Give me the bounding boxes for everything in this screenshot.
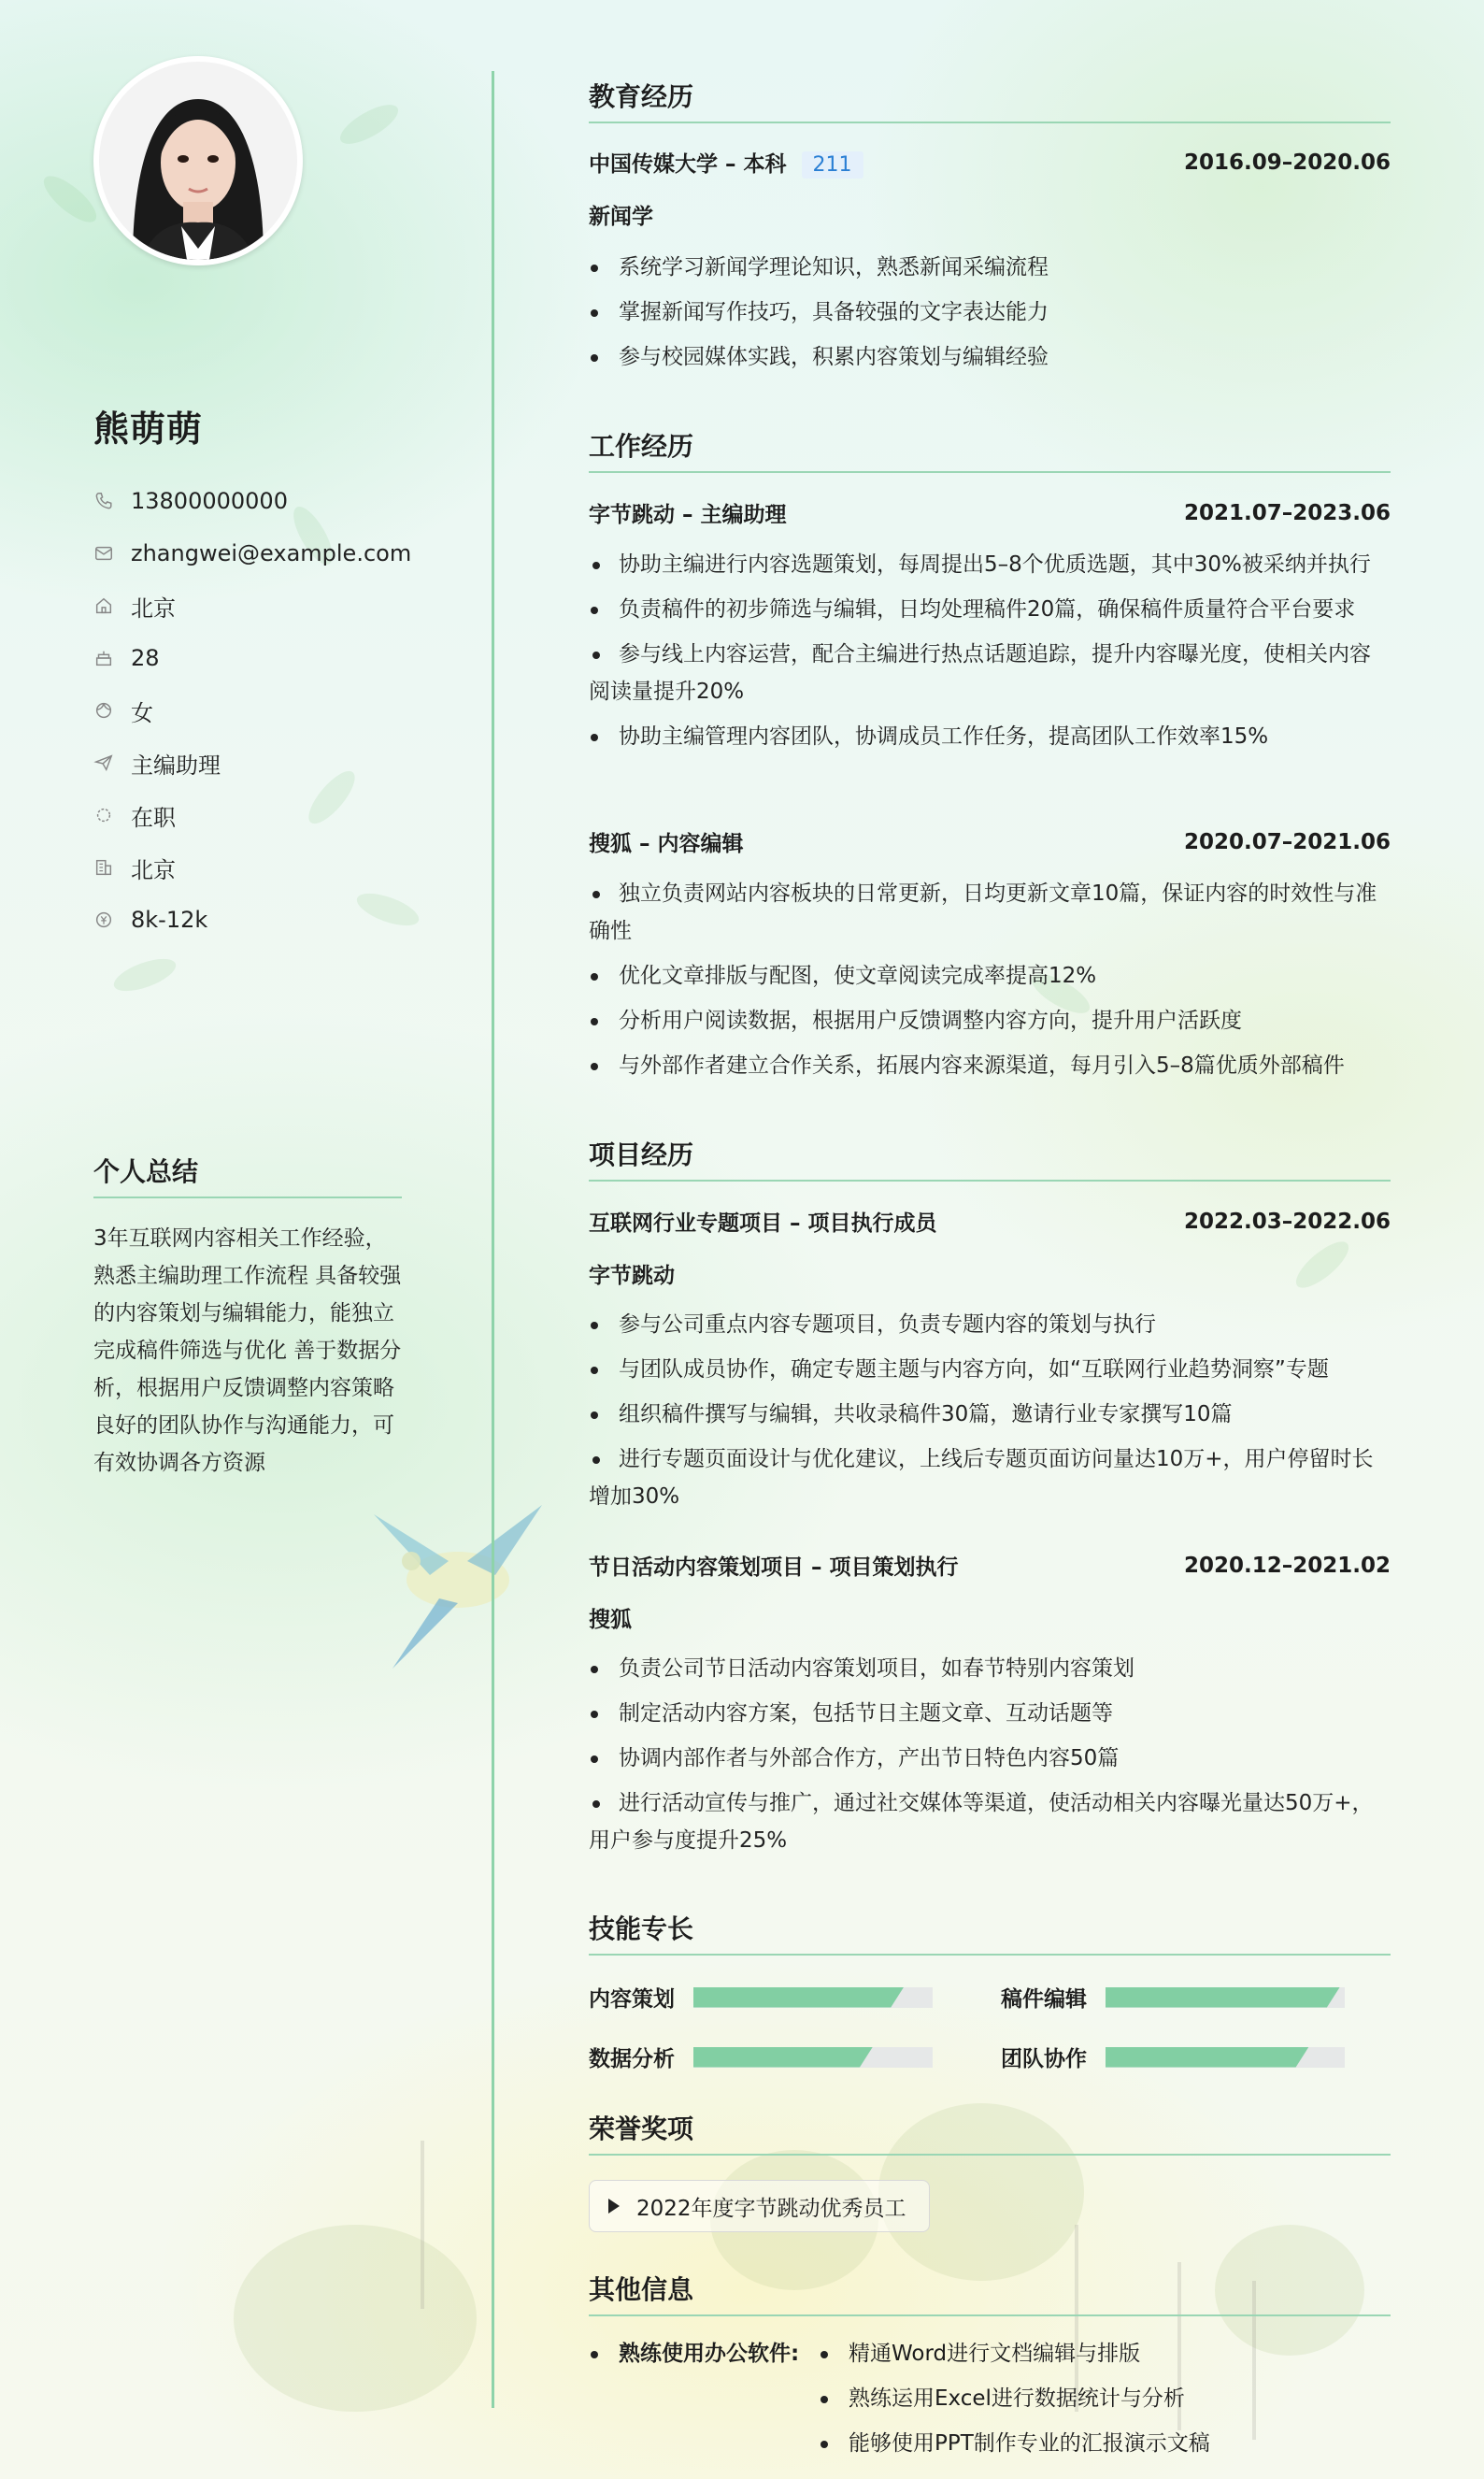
list-item: 参与公司重点内容专题项目，负责专题内容的策划与执行	[589, 1306, 1391, 1343]
age-text: 28	[131, 645, 160, 671]
email-address: zhangwei@example.com	[131, 540, 412, 566]
project-date: 2020.12–2021.02	[1183, 1553, 1391, 1578]
major-name: 新闻学	[589, 205, 653, 229]
list-item: 系统学习新闻学理论知识，熟悉新闻采编流程	[589, 249, 1391, 286]
list-item: 分析用户阅读数据，根据用户反馈调整内容方向，提升用户活跃度	[589, 1002, 1391, 1039]
info-email	[93, 527, 411, 580]
skill-item	[1001, 1982, 1345, 2013]
info-age	[93, 632, 411, 684]
skill-name: 内容策划	[589, 1987, 675, 2012]
info-phone	[93, 475, 411, 527]
cake-icon	[93, 648, 131, 668]
skill-name: 数据分析	[589, 2047, 675, 2071]
project-bullets	[589, 1306, 1391, 1523]
skill-bar	[693, 2047, 933, 2068]
candidate-name: 熊萌萌	[93, 408, 204, 450]
list-item: 负责稿件的初步筛选与编辑，日均处理稿件20篇，确保稿件质量符合平台要求	[589, 591, 1391, 628]
skill-bar	[693, 1987, 933, 2008]
info-status	[93, 789, 411, 841]
list-item: 独立负责网站内容板块的日常更新，日均更新文章10篇，保证内容的时效性与准确性	[589, 875, 1391, 950]
salary-text: 8k-12k	[131, 907, 208, 933]
list-item: 负责公司节日活动内容策划项目，如春节特别内容策划	[589, 1650, 1391, 1687]
work-title: 工作经历	[589, 426, 1391, 473]
status-text: 在职	[131, 804, 176, 831]
list-item: 掌握新闻写作技巧，具备较强的文字表达能力	[589, 294, 1391, 331]
school-badge: 211	[802, 151, 863, 179]
education-header	[589, 147, 1391, 179]
portrait-image	[99, 62, 297, 260]
job-date: 2021.07–2023.06	[1183, 500, 1391, 525]
skill-item	[589, 2042, 933, 2072]
summary-text: 3年互联网内容相关工作经验，熟悉主编助理工作流程 具备较强的内容策划与编辑能力，能独立完成稿件筛选与优化 善于数据分析，根据用户反馈调整内容策略 良好的团队协作与沟通能力，可有效协调各方资源	[93, 1226, 402, 1475]
skills-title: 技能专长	[589, 1909, 1391, 1956]
gender-icon	[93, 700, 131, 721]
building-icon	[93, 857, 131, 878]
info-location	[93, 580, 411, 632]
phone-icon	[93, 491, 131, 511]
job-header	[589, 826, 1391, 857]
project-company: 字节跳动	[589, 1264, 675, 1288]
city-text: 北京	[131, 856, 176, 883]
info-salary	[93, 894, 411, 946]
salary-icon	[93, 910, 131, 930]
skill-item	[589, 1982, 933, 2013]
info-position	[93, 737, 411, 789]
send-icon	[93, 752, 131, 773]
list-item: 协助主编管理内容团队，协调成员工作任务，提高团队工作效率15%	[589, 718, 1391, 755]
position-text: 主编助理	[131, 752, 221, 779]
skill-bar-fill	[693, 2047, 873, 2068]
info-gender	[93, 684, 411, 737]
contact-info-list	[93, 475, 411, 946]
divider-line	[492, 71, 494, 2408]
skill-bar-fill	[1106, 2047, 1309, 2068]
skill-name: 团队协作	[1001, 2047, 1087, 2071]
list-item: 能够使用PPT制作专业的汇报演示文稿	[819, 2425, 1210, 2462]
gender-text: 女	[131, 699, 153, 726]
skill-bar-fill	[1106, 1987, 1340, 2008]
project-heading: 节日活动内容策划项目 – 项目策划执行	[589, 1555, 959, 1580]
project-company: 搜狐	[589, 1608, 632, 1632]
honors-title: 荣誉奖项	[589, 2109, 1391, 2156]
summary-title: 个人总结	[93, 1152, 402, 1198]
project-date: 2022.03–2022.06	[1183, 1209, 1391, 1234]
job-heading: 字节跳动 – 主编助理	[589, 503, 787, 527]
other-title: 其他信息	[589, 2270, 1391, 2316]
skill-bar-fill	[693, 1987, 904, 2008]
list-item: 进行活动宣传与推广，通过社交媒体等渠道，使活动相关内容曝光量达50万+，用户参与度提升25%	[589, 1784, 1391, 1859]
other-key: 熟练使用办公软件:	[589, 2335, 799, 2372]
list-item: 参与校园媒体实践，积累内容策划与编辑经验	[589, 338, 1391, 376]
status-icon	[93, 805, 131, 825]
job-bullets	[589, 875, 1391, 1092]
list-item: 与团队成员协作，确定专题主题与内容方向，如“互联网行业趋势洞察”专题	[589, 1351, 1391, 1388]
job-heading: 搜狐 – 内容编辑	[589, 832, 744, 856]
skill-bar	[1106, 2047, 1345, 2068]
list-item: 组织稿件撰写与编辑，共收录稿件30篇，邀请行业专家撰写10篇	[589, 1396, 1391, 1433]
education-date: 2016.09–2020.06	[1183, 150, 1391, 175]
list-item: 制定活动内容方案，包括节日主题文章、互动话题等	[589, 1695, 1391, 1732]
projects-title: 项目经历	[589, 1135, 1391, 1182]
phone-number: 13800000000	[131, 488, 288, 514]
skill-item	[1001, 2042, 1345, 2072]
list-item: 协助主编进行内容选题策划，每周提出5–8个优质选题，其中30%被采纳并执行	[589, 546, 1391, 583]
info-city	[93, 841, 411, 894]
skill-name: 稿件编辑	[1001, 1987, 1087, 2012]
job-date: 2020.07–2021.06	[1183, 829, 1391, 854]
play-icon	[608, 2199, 620, 2214]
list-item: 与外部作者建立合作关系，拓展内容来源渠道，每月引入5–8篇优质外部稿件	[589, 1047, 1391, 1084]
home-icon	[93, 595, 131, 616]
education-title: 教育经历	[589, 77, 1391, 123]
job-bullets	[589, 546, 1391, 763]
project-header	[589, 1206, 1391, 1237]
school-name: 中国传媒大学 – 本科	[589, 152, 787, 177]
job-header	[589, 497, 1391, 528]
list-item: 熟练运用Excel进行数据统计与分析	[819, 2380, 1210, 2417]
location-text: 北京	[131, 595, 176, 622]
skill-bar	[1106, 1987, 1345, 2008]
project-heading: 互联网行业专题项目 – 项目执行成员	[589, 1211, 937, 1236]
list-item: 优化文章排版与配图，使文章阅读完成率提高12%	[589, 957, 1391, 995]
award-toggle[interactable]	[589, 2180, 930, 2232]
list-item: 进行专题页面设计与优化建议，上线后专题页面访问量达10万+，用户停留时长增加30%	[589, 1440, 1391, 1515]
award-text: 2022年度字节跳动优秀员工	[636, 2196, 906, 2221]
project-bullets	[589, 1650, 1391, 1867]
project-header	[589, 1550, 1391, 1581]
other-list	[819, 2335, 1210, 2470]
education-bullets	[589, 249, 1391, 383]
avatar	[93, 56, 303, 265]
mail-icon	[93, 543, 131, 564]
list-item: 精通Word进行文档编辑与排版	[819, 2335, 1210, 2372]
list-item: 协调内部作者与外部合作方，产出节日特色内容50篇	[589, 1740, 1391, 1777]
list-item: 参与线上内容运营，配合主编进行热点话题追踪，提升内容曝光度，使相关内容阅读量提升20%	[589, 636, 1391, 710]
